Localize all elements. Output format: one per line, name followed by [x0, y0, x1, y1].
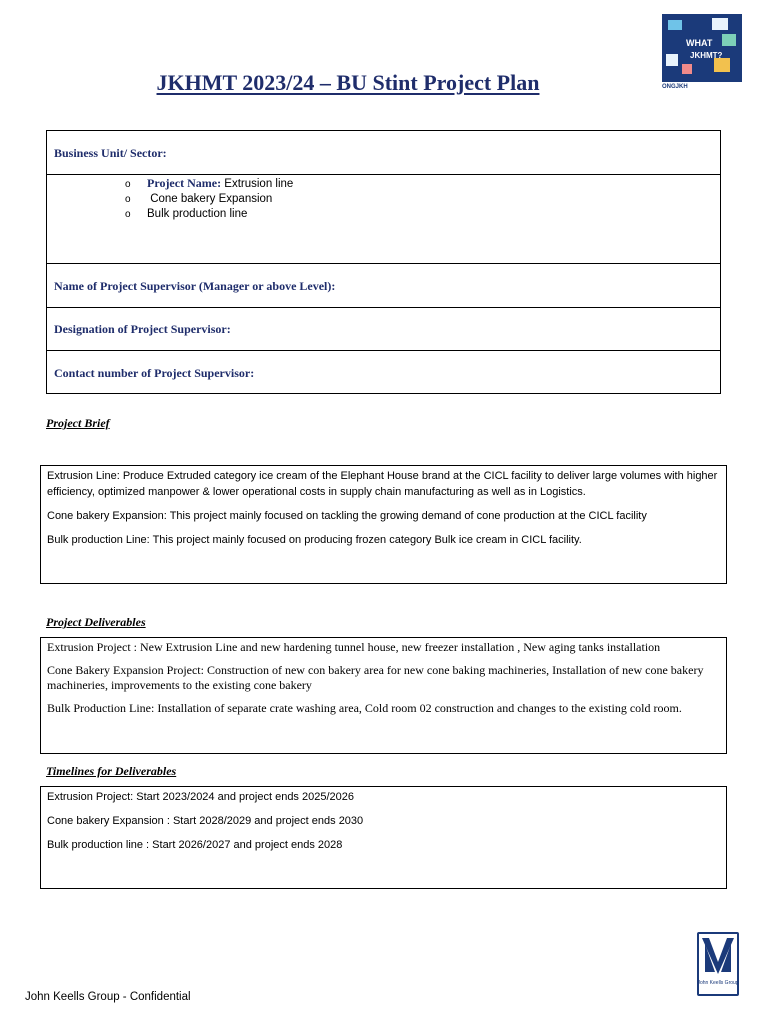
timelines-box: [40, 786, 727, 889]
jk-logo-text: John Keells Group: [699, 980, 737, 986]
supervisor-name-row: [47, 264, 720, 308]
project-brief-heading: Project Brief: [46, 416, 110, 430]
brief-paragraph: Bulk production Line: This project mainly focused on producing frozen category Bulk ice cream in CICL facility.: [47, 534, 582, 546]
project-item: Extrusion line: [224, 178, 294, 190]
deliverable-paragraph: Extrusion Project : New Extrusion Line and new hardening tunnel house, new freezer installation , New aging tanks installation: [47, 640, 661, 654]
contact-row: [47, 351, 720, 393]
project-item: Cone bakery Expansion: [150, 193, 273, 205]
project-item: Bulk production line: [147, 208, 248, 220]
timeline-paragraph: Extrusion Project: Start 2023/2024 and project ends 2025/2026: [47, 791, 354, 803]
project-info-table: [46, 130, 721, 394]
project-name-row: [47, 175, 720, 264]
list-item: o Project Name: Extrusion line: [125, 176, 294, 190]
brief-paragraph: Cone bakery Expansion: This project mainly focused on tackling the growing demand of cone production at the CICL facility: [47, 510, 647, 522]
timelines-heading: Timelines for Deliverables: [46, 764, 177, 778]
contact-label: Contact number of Project Supervisor:: [54, 366, 255, 380]
deliverable-paragraph: Cone Bakery Expansion Project: Construction of new con bakery area for new cone baking machineries, Installation of new cone bakery machineries, improvements to the existing cone bakery: [47, 663, 704, 692]
deliverable-paragraph: Bulk Production Line: Installation of separate crate washing area, Cold room 02 construction and changes to the existing cold room.: [47, 701, 682, 715]
project-deliverables-box: [40, 637, 727, 754]
john-keells-logo: [697, 932, 739, 996]
brief-paragraph: Extrusion Line: Produce Extruded category ice cream of the Elephant House brand at the CICL facility to deliver large volumes with higher efficiency, optimized manpower & lower operational costs in supply chain manufacturing as well as in Logistics.: [47, 470, 718, 498]
footer-confidential: John Keells Group - Confidential: [25, 991, 191, 1003]
jkhmt-logo-graphic: [662, 14, 742, 82]
logo-headline-b: JKHMT?: [690, 51, 723, 60]
designation-label: Designation of Project Supervisor:: [54, 322, 231, 336]
timeline-paragraph: Cone bakery Expansion : Start 2028/2029 and project ends 2030: [47, 815, 364, 827]
logo-brand-strip: ONGJKH: [662, 84, 688, 90]
timeline-paragraph: Bulk production line : Start 2026/2027 and project ends 2028: [47, 839, 343, 851]
business-unit-label: Business Unit/ Sector:: [54, 146, 167, 160]
project-list: [125, 176, 293, 222]
page-title: JKHMT 2023/24 – BU Stint Project Plan: [156, 70, 540, 95]
jkhmt-logo: [662, 14, 742, 82]
business-unit-row: [47, 131, 720, 175]
john-keells-logo-graphic: [699, 934, 737, 994]
list-item: o Cone bakery Expansion: [125, 193, 273, 205]
list-item: o Bulk production line: [125, 208, 248, 220]
supervisor-name-label: Name of Project Supervisor (Manager or above Level):: [54, 279, 336, 293]
project-name-label: Project Name:: [147, 176, 222, 190]
designation-row: [47, 308, 720, 351]
logo-headline-a: WHAT: [686, 38, 713, 48]
project-deliverables-heading: Project Deliverables: [46, 615, 146, 629]
project-brief-box: [40, 465, 727, 584]
